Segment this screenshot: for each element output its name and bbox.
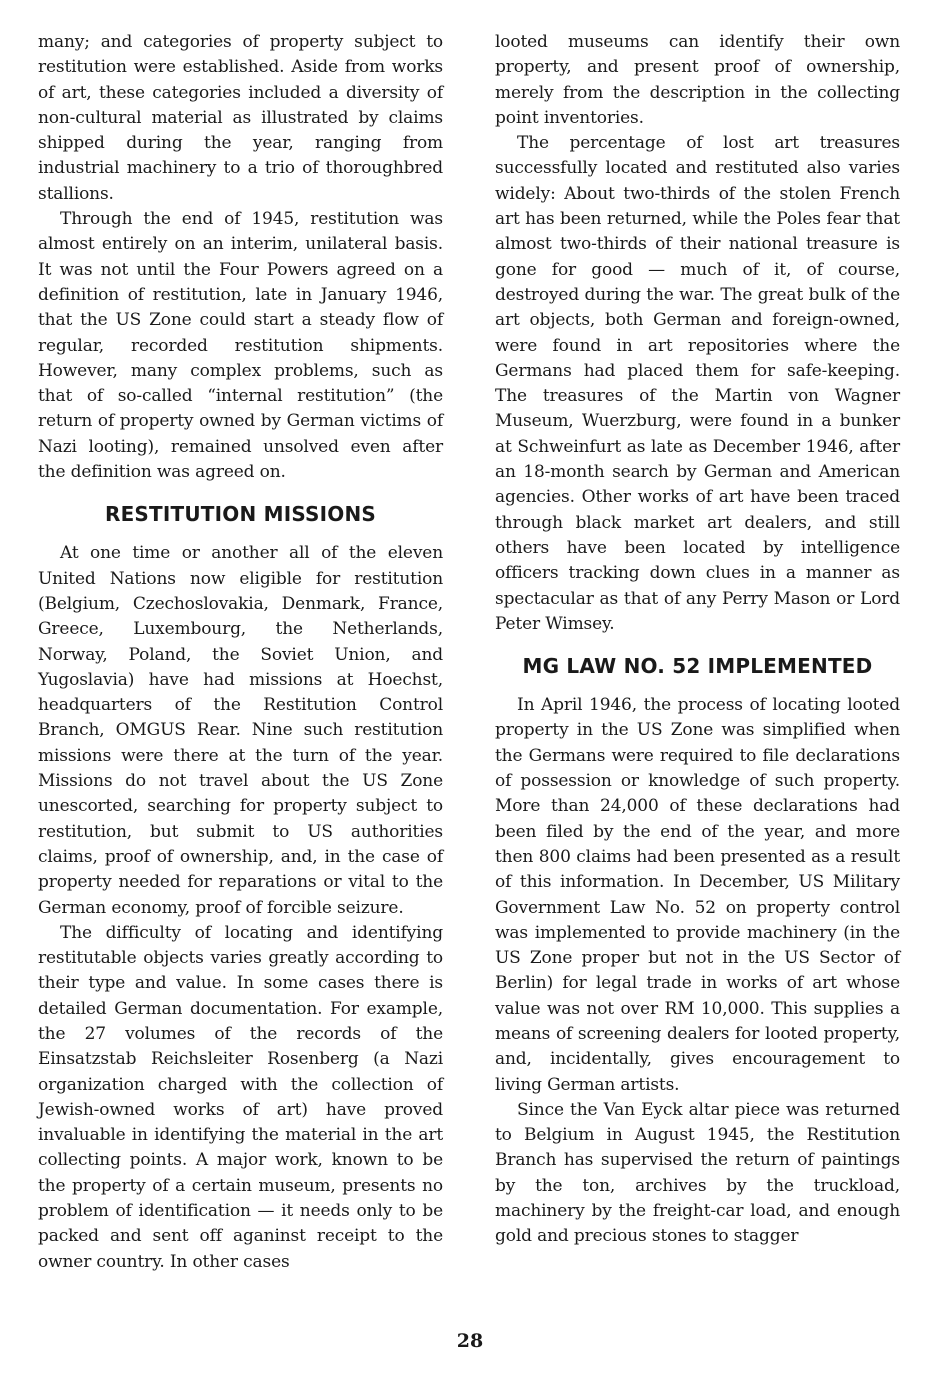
paragraph-missions: At one time or another all of the eleven United Nations now eligible for restitution (Belgium, Czechoslovakia, Denmark, France, Greece, Luxembourg, the Netherlands, Norway, Poland, the Soviet Union, and Yugoslavia) have had missions at Hoechst, headquarters of the Restitution Control Branch, OMGUS Rear. Nine such restitution missions were there at the turn of the year. Missions do not travel about the US Zone unescorted, searching for property subject to restitution, but submit to US authorities claims, proof of ownership, and, in the case of property needed for reparations or vital to the German economy, proof of forcible seizure.	[38, 543, 443, 918]
paragraph-van-eyck: Since the Van Eyck altar piece was returned to Belgium in August 1945, the Restitution Branch has supervised the return of paintings by the ton, archives by the truckload, machinery by the freight-car load, and enough gold and precious stones to stagger	[495, 1099, 900, 1247]
right-column	[495, 30, 900, 1250]
paragraph-declarations: In April 1946, the process of locating looted property in the US Zone was simplified when the Germans were required to file declarations of possession or knowledge of such property. More than 24,000 of these declarations had been filed by the end of the year, and more then 800 claims had been presented as a result of this information. In December, US Military Government Law No. 52 on property control was implemented to provide machinery (in the US Zone proper but not in the US Sector of Berlin) for legal trade in works of art whose value was not over RM 10,000. This supplies a means of screening dealers for looted property, and, incidentally, gives encouragement to living German artists.	[495, 695, 900, 1095]
paragraph-looted-museums: looted museums can identify their own property, and present proof of ownership, merely from the description in the collecting point inventories.	[495, 32, 900, 128]
paragraph-interim-restitution: Through the end of 1945, restitution was almost entirely on an interim, unilateral basis. It was not until the Four Powers agreed on a definition of restitution, late in January 1946, that the US Zone could start a steady flow of regular, recorded restitution shipments. However, many complex problems, such as that of so-called “internal restitution” (the return of property owned by German victims of Nazi looting), remained unsolved even after the definition was agreed on.	[38, 209, 443, 483]
paragraph-percentage-lost-art: The percentage of lost art treasures successfully located and restituted also varies widely: About two-thirds of the stolen French art has been returned, while the Poles fear that almost two-thirds of their national treasure is gone for good — much of it, of course, destroyed during the war. The great bulk of the art objects, both German and foreign-owned, were found in art repositories where the Germans had placed them for safe-keeping. The treasures of the Martin von Wagner Museum, Wuerzburg, were found in a bunker at Schweinfurt as late as December 1946, after an 18-month search by German and American agencies. Other works of art have been traced through black market art dealers, and still others have been located by intelligence officers tracking down clues in a manner as spectacular as that of any Perry Mason or Lord Peter Wimsey.	[495, 133, 900, 634]
heading-mg-law-52: MG LAW NO. 52 IMPLEMENTED	[522, 654, 873, 679]
paragraph-restitution-categories: many; and categories of property subject to restitution were established. Aside from works of art, these categories included a diversity of non-cultural material as illustrated by claims shipped during the year, ranging from industrial machinery to a trio of thoroughbred stallions.	[38, 32, 443, 204]
page-number: 28	[456, 1330, 484, 1352]
paragraph-difficulty-identifying: The difficulty of locating and identifying restitutable objects varies greatly according to their type and value. In some cases there is detailed German documentation. For example, the 27 volumes of the records of the Einsatzstab Reichsleiter Rosenberg (a Nazi organization charged with the collection of Jewish-owned works of art) have proved invaluable in identifying the material in the art collecting points. A major work, known to be the property of a certain museum, presents no problem of identification — it needs only to be packed and sent off aganinst receipt to the owner country. In other cases	[38, 922, 443, 1272]
left-column	[38, 30, 443, 1275]
heading-restitution-missions: RESTITUTION MISSIONS	[104, 502, 377, 527]
